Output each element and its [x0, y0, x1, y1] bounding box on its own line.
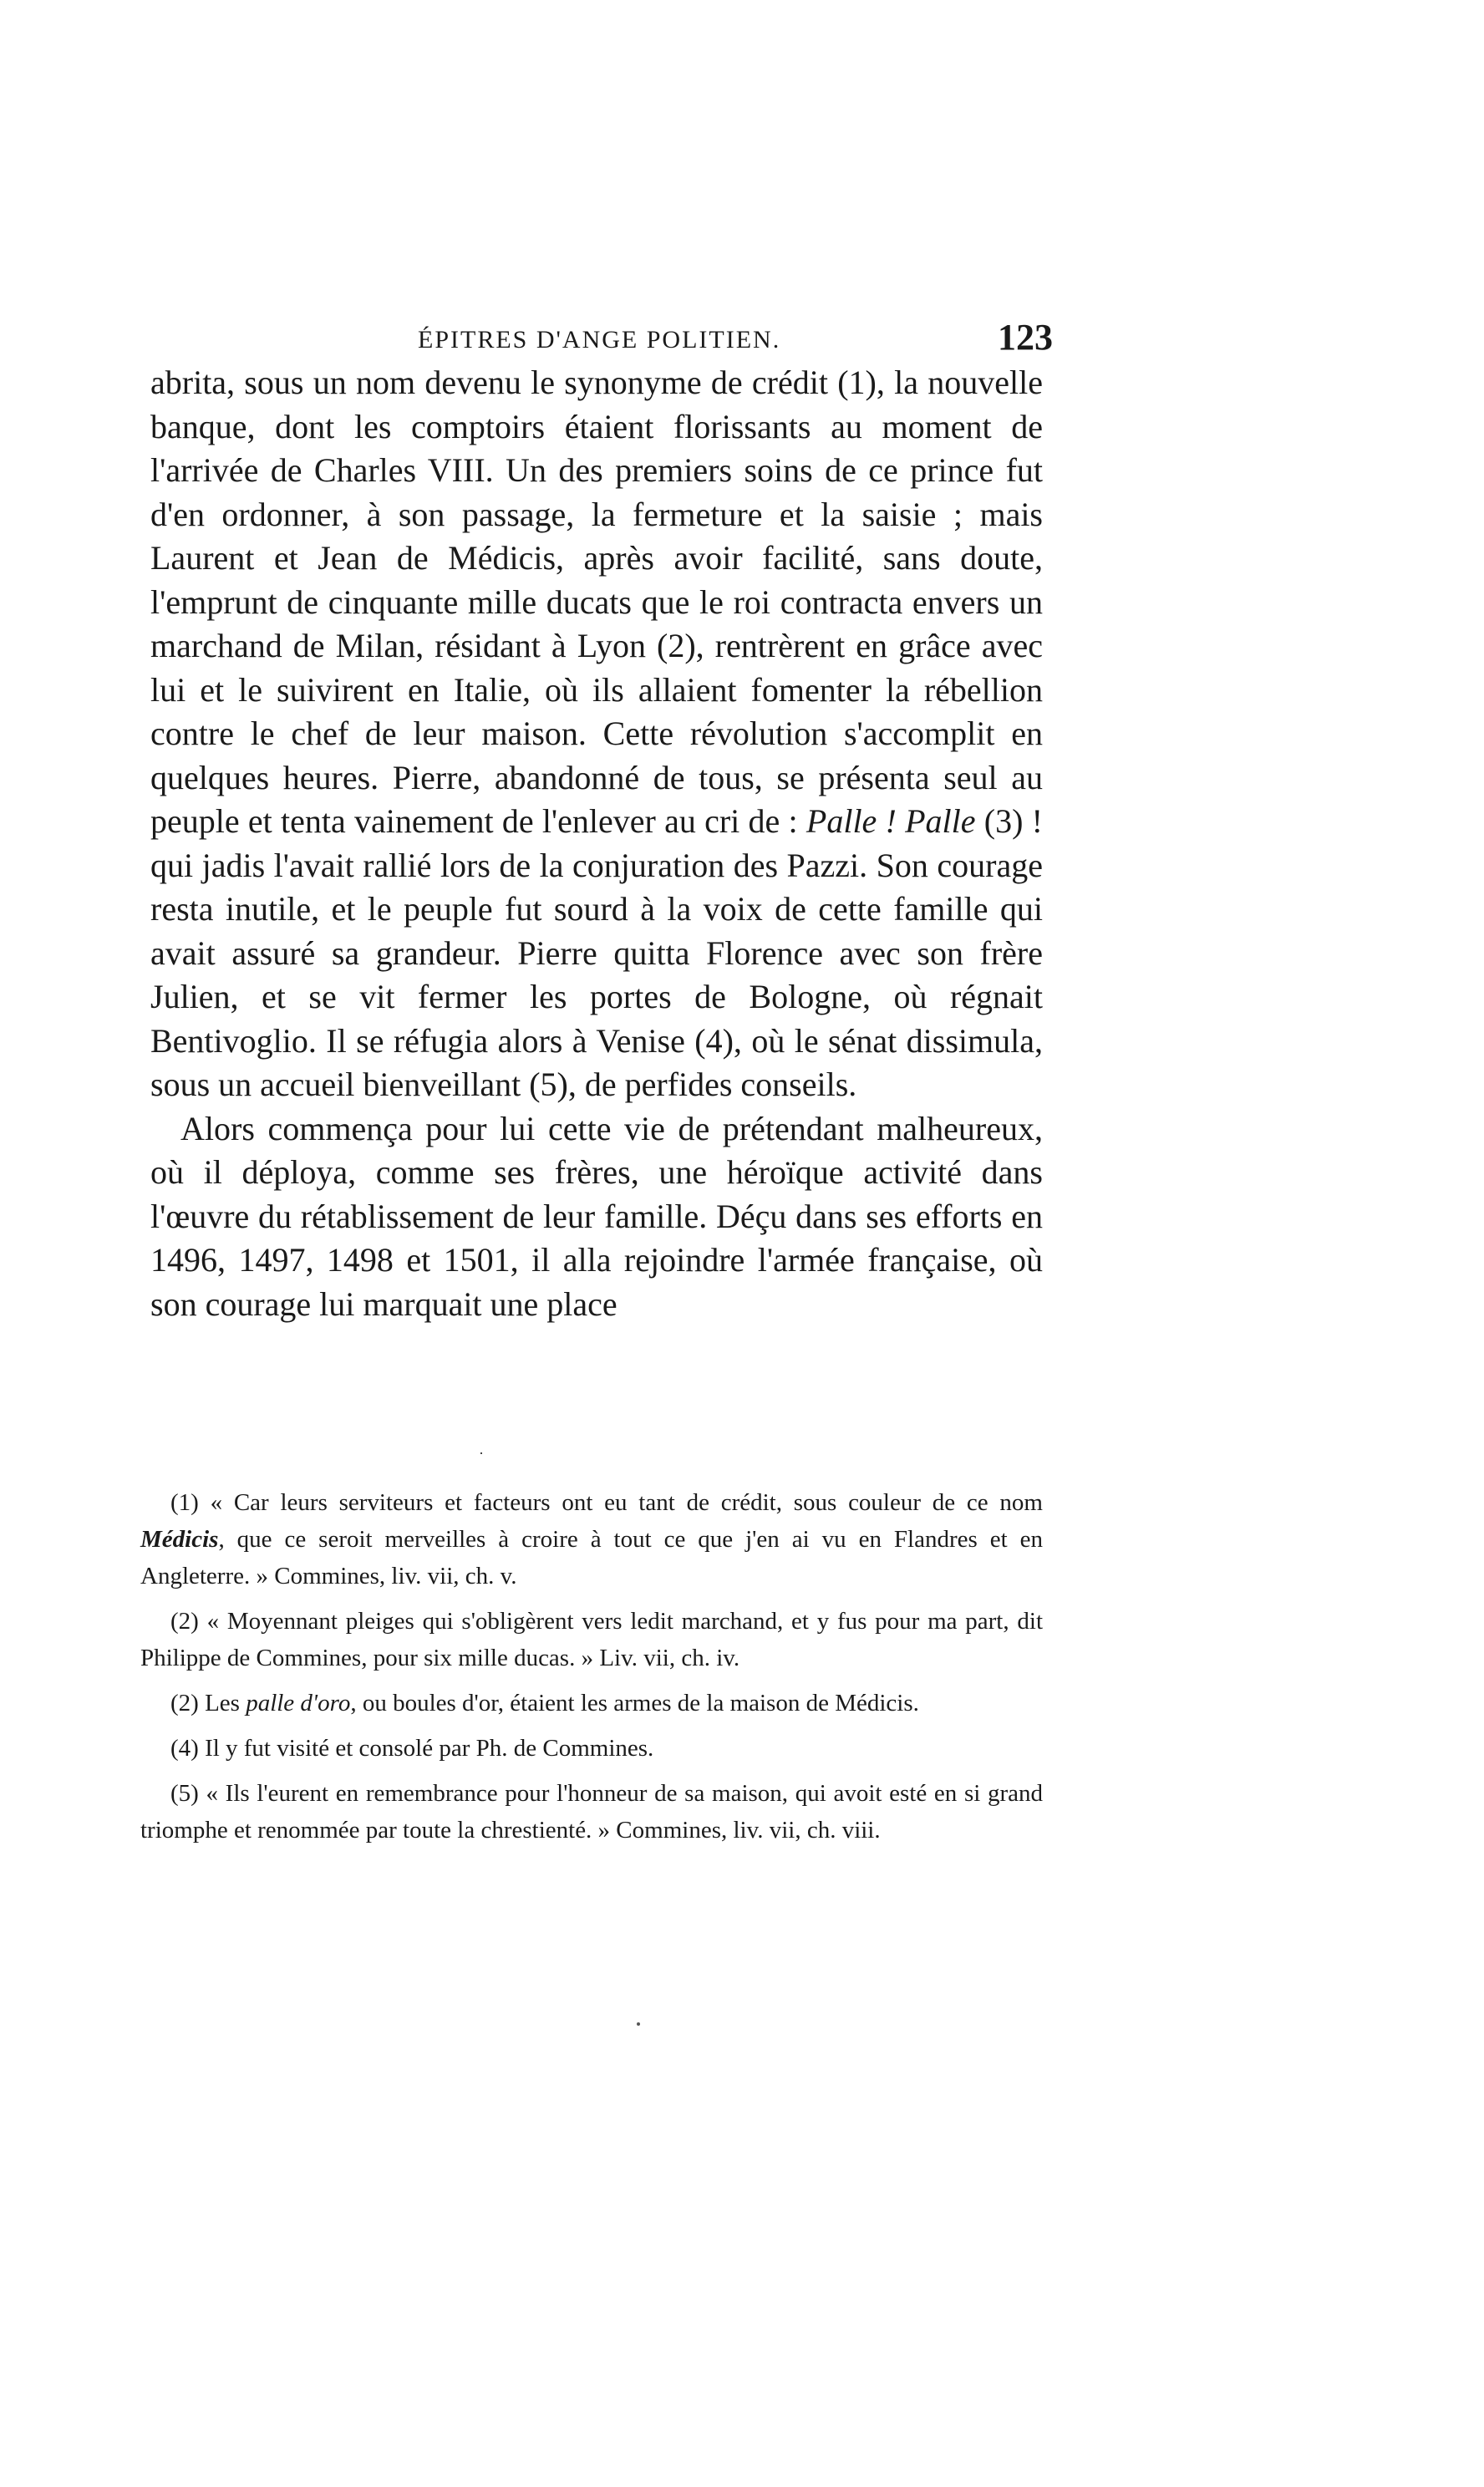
footnote-2: (2) « Moyennant pleiges qui s'obligèrent vers ledit marchand, et y fus pour ma part, dit Philippe de Commines, pour six mille ducas. » Liv. vii, ch. iv. [140, 1608, 1043, 1671]
footnote-5: (5) « Ils l'eurent en remembrance pour l'honneur de sa maison, qui avoit esté en si grand triomphe et renommée par toute la chrestienté. » Commines, liv. vii, ch. viii. [140, 1780, 1043, 1844]
page-header [418, 316, 1053, 363]
running-title: ÉPITRES D'ANGE POLITIEN. [418, 326, 781, 353]
footnote-separator [480, 1452, 482, 1454]
footnote-3-text-a: (2) Les [170, 1690, 246, 1716]
main-text [150, 361, 1043, 1326]
footnote-3-text-b: , ou boules d'or, étaient les armes de la maison de Médicis. [350, 1690, 919, 1716]
footnote-1-text-b: , que ce seroit merveilles à croire à tout ce que j'en ai vu en Flandres et en Angleterre. » Commines, liv. vii, ch. v. [140, 1526, 1043, 1589]
palle-cry: Palle ! Palle [806, 802, 976, 840]
page-number: 123 [998, 317, 1053, 358]
footnotes [140, 1484, 1043, 1857]
footnote-4: (4) Il y fut visité et consolé par Ph. de Commines. [170, 1735, 654, 1762]
paragraph-1-continuation: (3) ! qui jadis l'avait rallié lors de la conjuration des Pazzi. Son courage resta inutile, et le peuple fut sourd à la voix de cette famille qui avait assuré sa grandeur. Pierre quitta Florence avec son frère Julien, et se vit fermer les portes de Bologne, où régnait Bentivoglio. Il se réfugia alors à Venise (4), où le sénat dissimula, sous un accueil bienveillant (5), de perfides conseils. [150, 802, 1044, 1103]
footnote-3 [140, 1685, 1043, 1722]
paragraph-1 [150, 361, 1043, 1107]
footnote-3-italic: palle d'oro [246, 1690, 351, 1716]
paragraph-1-text: abrita, sous un nom devenu le synonyme de crédit (1), la nouvelle banque, dont les comptoirs étaient florissants au moment de l'arrivée de Charles VIII. Un des premiers soins de ce prince fut d'en ordonner, à son passage, la fermeture et la saisie ; mais Laurent et Jean de Médicis, après avoir facilité, sans doute, l'emprunt de cinquante mille ducats que le roi contracta envers un marchand de Milan, résidant à Lyon (2), rentrèrent en grâce avec lui et le suivirent en Italie, où ils allaient fomenter la rébellion contre le chef de leur maison. Cette révolution s'accomplit en quelques heures. Pierre, abandonné de tous, se présenta seul au peuple et tenta vainement de l'enlever au cri de : [150, 364, 1043, 840]
paragraph-2: Alors commença pour lui cette vie de prétendant malheureux, où il déploya, comme ses frères, une héroïque activité dans l'œuvre du rétablissement de leur famille. Déçu dans ses efforts en 1496, 1497, 1498 et 1501, il alla rejoindre l'armée française, où son courage lui marquait une place [150, 1109, 1043, 1323]
paper-speck [637, 2022, 640, 2026]
footnote-1 [140, 1484, 1043, 1594]
footnote-1-italic: Médicis [140, 1526, 219, 1553]
footnote-1-text-a: (1) « Car leurs serviteurs et facteurs ont eu tant de crédit, sous couleur de ce nom [170, 1489, 1043, 1516]
